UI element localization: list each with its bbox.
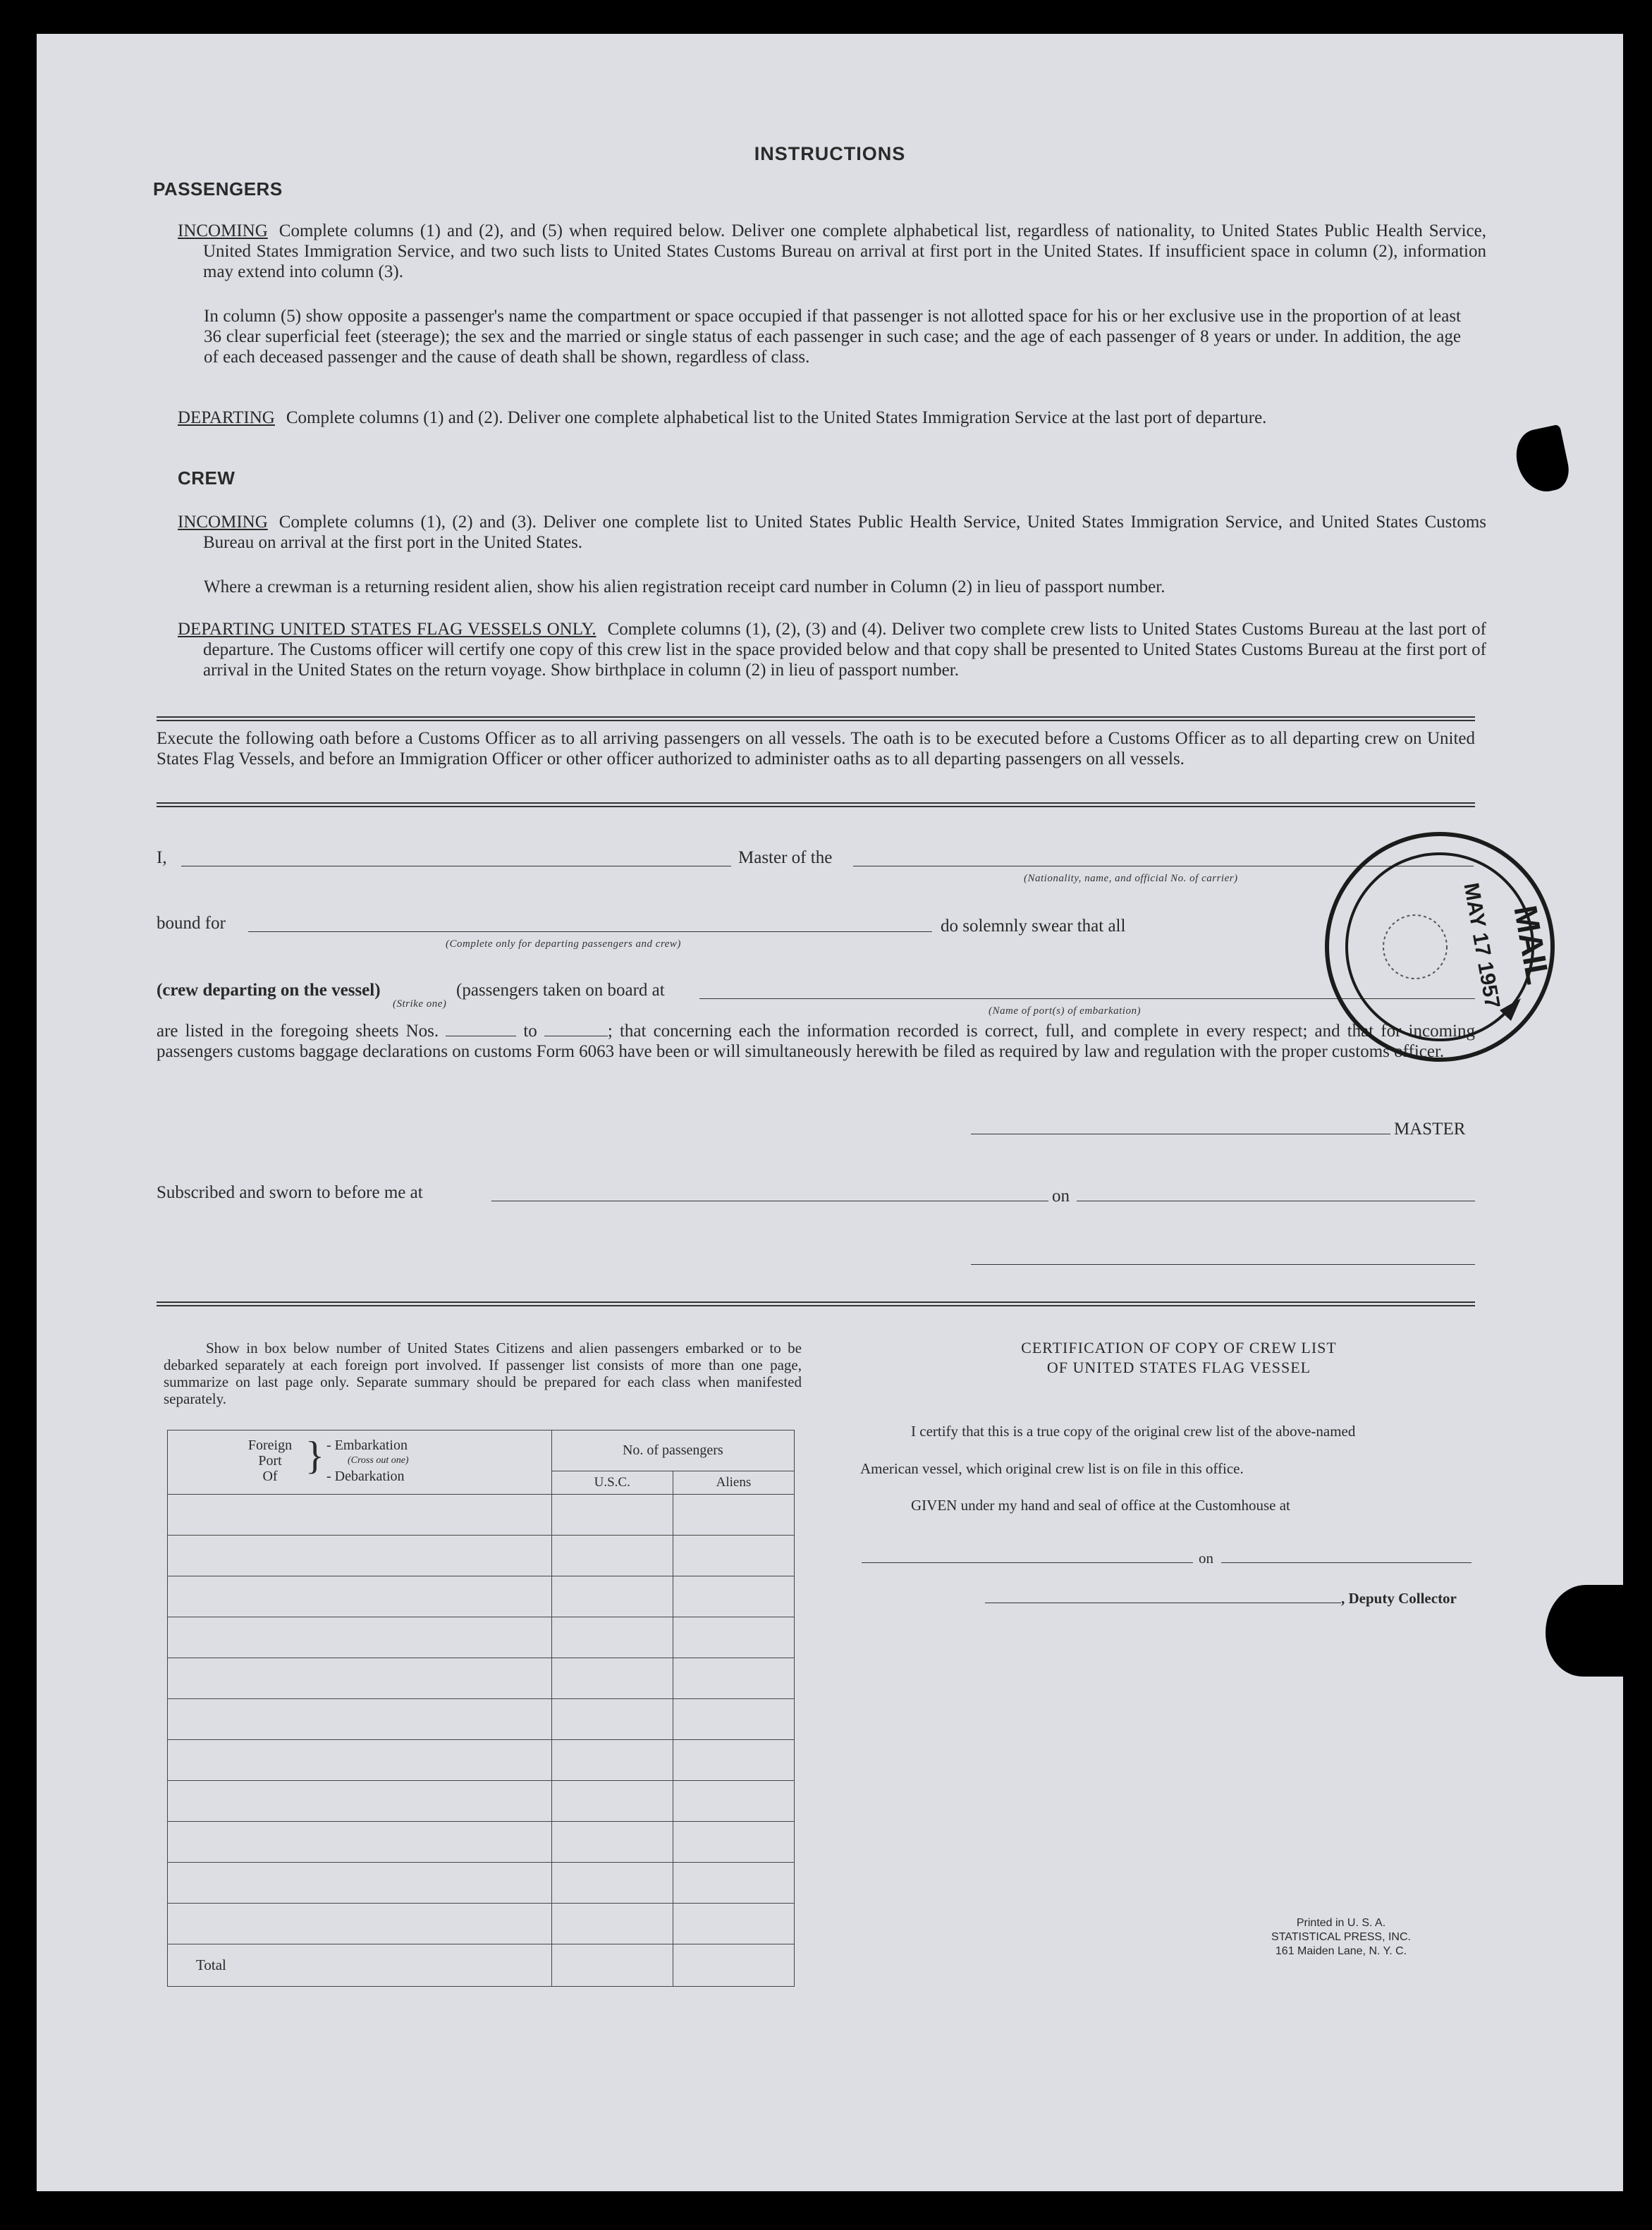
sworn-on-label: on bbox=[1052, 1187, 1070, 1206]
aliens-cell[interactable] bbox=[673, 1617, 794, 1658]
brace-glyph: } bbox=[305, 1434, 324, 1478]
crew-departing-paragraph bbox=[178, 619, 1486, 680]
cross-out-caption: (Cross out one) bbox=[348, 1455, 409, 1466]
port-label: Port bbox=[258, 1453, 282, 1469]
foreign-label: Foreign bbox=[247, 1438, 293, 1453]
certification-title-line2: OF UNITED STATES FLAG VESSEL bbox=[1046, 1359, 1311, 1376]
aliens-cell[interactable] bbox=[673, 1781, 794, 1822]
separator-rule bbox=[157, 716, 1475, 718]
customs-date-stamp bbox=[1309, 816, 1570, 1077]
stamp-mail: MAIL bbox=[1507, 902, 1558, 988]
bound-for-field[interactable] bbox=[248, 931, 932, 932]
stamp-date: MAY 17 1957 bbox=[1459, 881, 1505, 1010]
listed-to: to bbox=[523, 1022, 537, 1041]
passengers-incoming-paragraph bbox=[178, 221, 1486, 282]
certification-title bbox=[897, 1338, 1461, 1378]
customhouse-field[interactable] bbox=[862, 1562, 1193, 1563]
crew-departing-text: Complete columns (1), (2), (3) and (4). Deliver two complete crew lists to United States Customs Bureau at the last port of departure. The Customs officer will certify one copy of this crew list in the space provided below and that copy shall be presented to United States Customs Bureau at the first port of arrival in the United States on the return voyage. Show birthplace in column (2) in lieu of passport number. bbox=[203, 620, 1486, 680]
certification-title-line1: CERTIFICATION OF COPY OF CREW LIST bbox=[1021, 1339, 1337, 1356]
usc-cell[interactable] bbox=[551, 1740, 673, 1781]
no-of-passengers-header: No. of passengers bbox=[551, 1430, 794, 1471]
usc-header: U.S.C. bbox=[551, 1471, 673, 1495]
carrier-caption: (Nationality, name, and official No. of carrier) bbox=[1024, 873, 1238, 884]
crew-incoming-lead: INCOMING bbox=[178, 513, 268, 532]
total-label: Total bbox=[168, 1944, 552, 1987]
printer-line1: Printed in U. S. A. bbox=[1296, 1917, 1386, 1929]
port-cell[interactable] bbox=[168, 1904, 552, 1944]
printer-line2: STATISTICAL PRESS, INC. bbox=[1271, 1931, 1411, 1943]
passengers-departing-paragraph bbox=[178, 408, 1486, 428]
bound-for-label: bound for bbox=[157, 914, 226, 933]
bound-for-caption: (Complete only for departing passengers and crew) bbox=[446, 938, 681, 950]
summary-instructions: Show in box below number of United States Citizens and alien passengers embarked or to be debarked separately at each foreign port involved. If passenger list consists of more than one page, summarize on last page only. Separate summary should be prepared for each class when manifested separately. bbox=[164, 1340, 802, 1407]
passengers-departing-text: Complete columns (1) and (2). Deliver one complete alphabetical list to the United States Immigration Service at the last port of departure. bbox=[286, 408, 1267, 427]
usc-cell[interactable] bbox=[551, 1904, 673, 1944]
deputy-collector-label: , Deputy Collector bbox=[1341, 1590, 1457, 1607]
aliens-total-cell[interactable] bbox=[673, 1944, 794, 1987]
port-cell[interactable] bbox=[168, 1781, 552, 1822]
usc-cell[interactable] bbox=[551, 1658, 673, 1699]
usc-cell[interactable] bbox=[551, 1699, 673, 1740]
certification-date-field[interactable] bbox=[1221, 1562, 1471, 1563]
aliens-cell[interactable] bbox=[673, 1536, 794, 1576]
listed-paragraph bbox=[157, 1021, 1475, 1062]
passengers-departing-lead: DEPARTING bbox=[178, 408, 275, 427]
crew-resident-paragraph: Where a crewman is a returning resident alien, show his alien registration receipt card number in Column (2) in lieu of passport number. bbox=[204, 577, 1165, 596]
certify-text: I certify that this is a true copy of the original crew list of the above-named bbox=[911, 1423, 1356, 1440]
usc-cell[interactable] bbox=[551, 1863, 673, 1904]
port-cell[interactable] bbox=[168, 1658, 552, 1699]
usc-cell[interactable] bbox=[551, 1617, 673, 1658]
usc-cell[interactable] bbox=[551, 1576, 673, 1617]
foreign-port-header bbox=[168, 1430, 552, 1495]
port-cell[interactable] bbox=[168, 1495, 552, 1536]
subscribed-label: Subscribed and sworn to before me at bbox=[157, 1183, 423, 1202]
punch-hole-mark bbox=[1546, 1585, 1623, 1677]
master-of-the-label: Master of the bbox=[738, 848, 833, 867]
port-cell[interactable] bbox=[168, 1863, 552, 1904]
swear-label: do solemnly swear that all bbox=[941, 917, 1126, 936]
officer-signature-field[interactable] bbox=[971, 1264, 1475, 1265]
separator-rule bbox=[157, 1301, 1475, 1303]
strike-caption: (Strike one) bbox=[393, 998, 447, 1010]
port-caption: (Name of port(s) of embarkation) bbox=[989, 1005, 1141, 1017]
oath-i-label: I, bbox=[157, 848, 167, 867]
passengers-heading: PASSENGERS bbox=[153, 178, 283, 200]
aliens-cell[interactable] bbox=[673, 1822, 794, 1863]
stamp-center-mark bbox=[1383, 915, 1447, 979]
usc-cell[interactable] bbox=[551, 1536, 673, 1576]
listed-text-1: are listed in the foregoing sheets Nos. bbox=[157, 1022, 439, 1041]
separator-rule bbox=[157, 802, 1475, 804]
aliens-cell[interactable] bbox=[673, 1904, 794, 1944]
passengers-column5-paragraph: In column (5) show opposite a passenger's name the compartment or space occupied if that passenger is not allotted space for his or her exclusive use in the proportion of at least 36 clear superficial feet (steerage); the sex and the married or single status of each passenger in such case; and the age of each passenger of 8 years or under. In addition, the age of each deceased passenger and the cause of death shall be shown, regardless of class. bbox=[204, 307, 1461, 367]
separator-rule bbox=[157, 1305, 1475, 1306]
document-page bbox=[37, 34, 1623, 2191]
passengers-incoming-lead: INCOMING bbox=[178, 221, 268, 240]
instructions-title: INSTRUCTIONS bbox=[754, 143, 906, 164]
port-cell[interactable] bbox=[168, 1536, 552, 1576]
port-cell[interactable] bbox=[168, 1740, 552, 1781]
usc-cell[interactable] bbox=[551, 1495, 673, 1536]
port-cell[interactable] bbox=[168, 1617, 552, 1658]
aliens-cell[interactable] bbox=[673, 1863, 794, 1904]
crew-departing-lead: DEPARTING UNITED STATES FLAG VESSELS ONLY. bbox=[178, 620, 596, 639]
master-label: MASTER bbox=[1394, 1120, 1466, 1139]
passenger-summary-table bbox=[167, 1430, 795, 1987]
separator-rule bbox=[157, 720, 1475, 721]
aliens-cell[interactable] bbox=[673, 1740, 794, 1781]
crew-incoming-paragraph bbox=[178, 512, 1486, 553]
aliens-header: Aliens bbox=[673, 1471, 794, 1495]
printer-imprint bbox=[1249, 1916, 1433, 1959]
crew-incoming-text: Complete columns (1), (2) and (3). Deliver one complete list to United States Public Health Service, United States Immigration Service, and United States Customs Bureau on arrival at the first port in the United States. bbox=[203, 513, 1486, 552]
american-vessel-text: American vessel, which original crew list is on file in this office. bbox=[860, 1460, 1244, 1477]
certification-on-label: on bbox=[1199, 1550, 1213, 1567]
oath-intro: Execute the following oath before a Customs Officer as to all arriving passengers on all vessels. The oath is to be executed before a Customs Officer as to all departing crew on United States Flag Vessels, and before an Immigration Officer or other officer authorized to administer oaths as to all departing passengers on all vessels. bbox=[157, 729, 1475, 768]
usc-cell[interactable] bbox=[551, 1781, 673, 1822]
printer-line3: 161 Maiden Lane, N. Y. C. bbox=[1275, 1945, 1407, 1957]
passengers-taken-label: (passengers taken on board at bbox=[456, 981, 665, 1000]
debarkation-label: - Debarkation bbox=[326, 1469, 405, 1484]
of-label: Of bbox=[262, 1469, 278, 1484]
aliens-cell[interactable] bbox=[673, 1699, 794, 1740]
aliens-cell[interactable] bbox=[673, 1576, 794, 1617]
crew-departing-label: (crew departing on the vessel) bbox=[157, 981, 381, 1000]
separator-rule bbox=[157, 806, 1475, 807]
passengers-incoming-text: Complete columns (1) and (2), and (5) when required below. Deliver one complete alphabetical list, regardless of nationality, to United States Public Health Service, United States Immigration Service, and two such lists to United States Customs Bureau on arrival at first port in the United States. If insufficient space in column (2), information may extend into column (3). bbox=[203, 221, 1486, 281]
aliens-cell[interactable] bbox=[673, 1495, 794, 1536]
usc-total-cell[interactable] bbox=[551, 1944, 673, 1987]
port-cell[interactable] bbox=[168, 1576, 552, 1617]
aliens-cell[interactable] bbox=[673, 1658, 794, 1699]
crew-heading: CREW bbox=[178, 467, 235, 489]
listed-text-2: ; that concerning each the information recorded is correct, full, and complete in every respect; and that for incoming passengers customs baggage declarations on customs Form 6063 have been or will simultaneously herewith be filed as required by law and regulation with the proper customs officer. bbox=[157, 1022, 1475, 1061]
port-cell[interactable] bbox=[168, 1699, 552, 1740]
punch-hole-mark bbox=[1511, 424, 1572, 497]
given-text: GIVEN under my hand and seal of office at the Customhouse at bbox=[911, 1497, 1290, 1514]
usc-cell[interactable] bbox=[551, 1822, 673, 1863]
port-cell[interactable] bbox=[168, 1822, 552, 1863]
embarkation-label: - Embarkation bbox=[326, 1438, 408, 1453]
